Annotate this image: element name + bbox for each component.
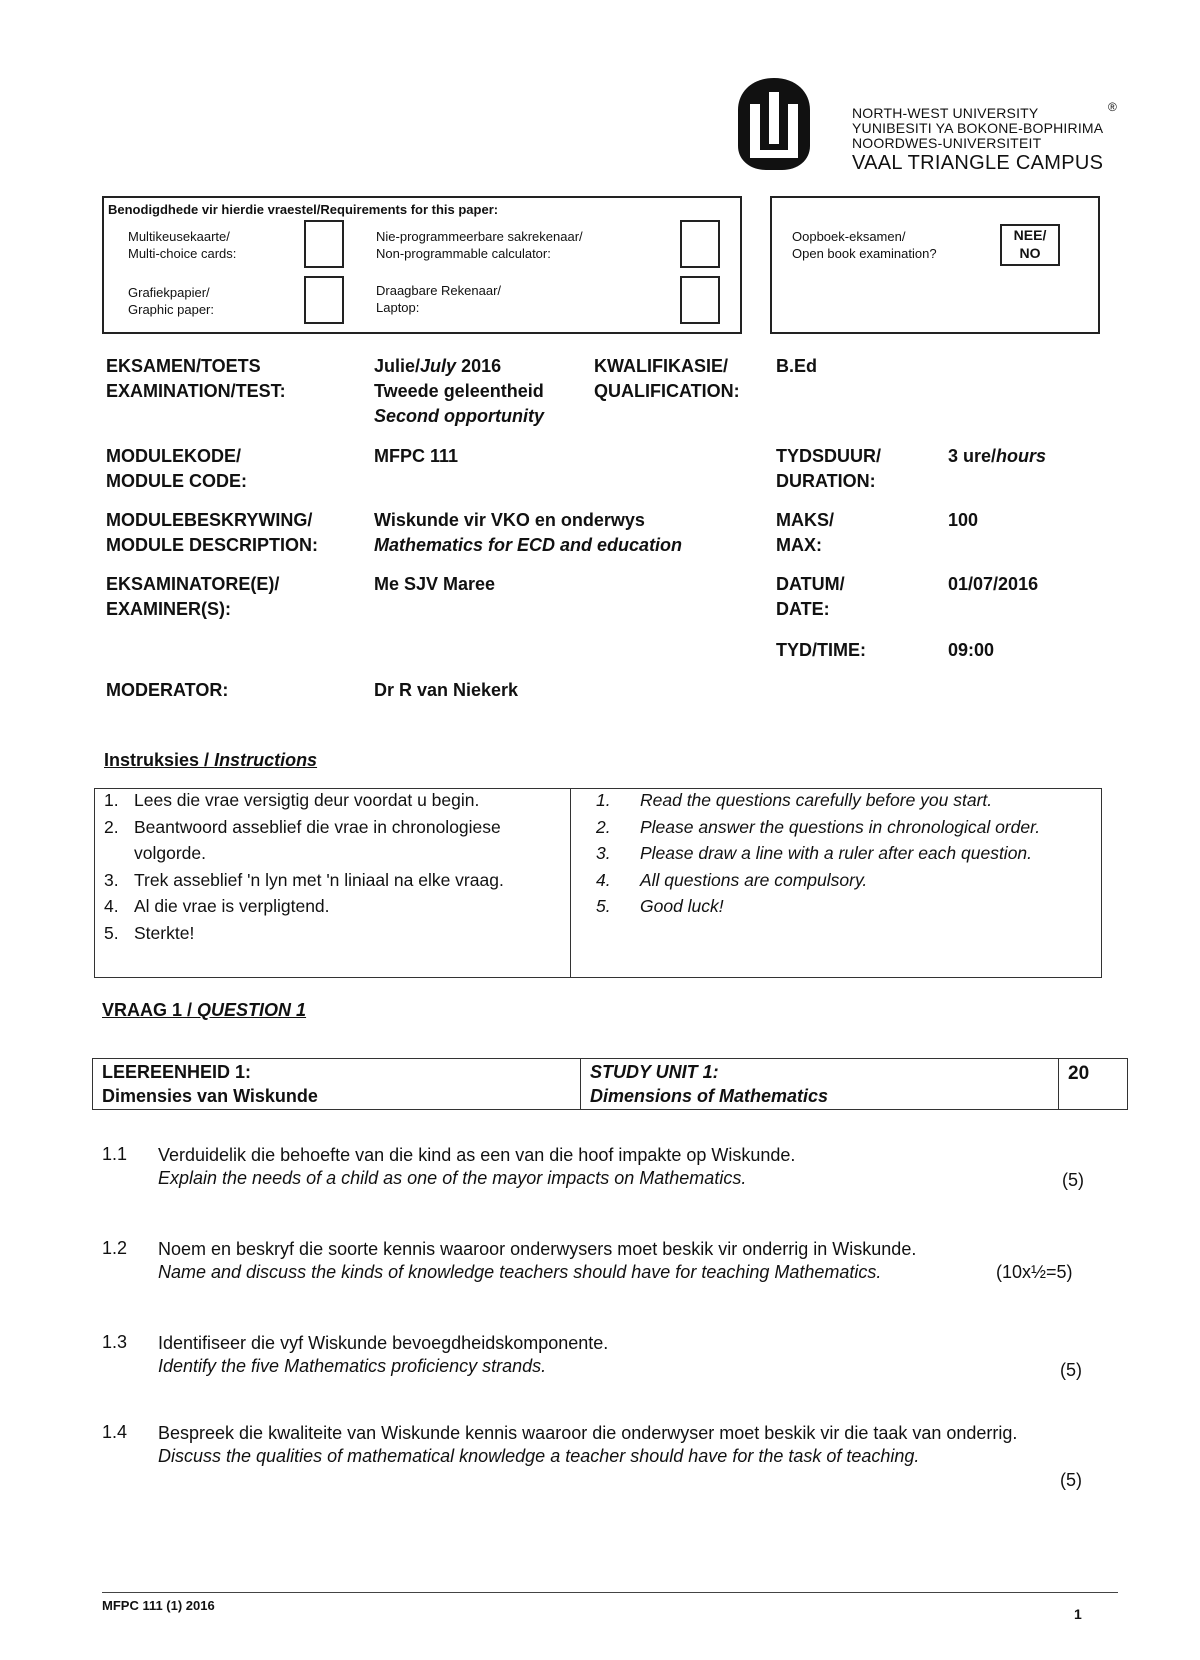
question-marks: (10x½=5) bbox=[996, 1262, 1073, 1282]
question-text: Noem en beskryf die soorte kennis waaroor onderwysers moet beskik vir onderrig in Wiskunde. Name and discuss the kinds of knowledge teachers should have for teaching Mathematics. bbox=[158, 1239, 917, 1282]
requirements-title: Benodigdhede vir hierdie vraestel/Requirements for this paper: bbox=[108, 202, 499, 217]
study-unit-af: LEEREENHEID 1: Dimensies van Wiskunde bbox=[102, 1062, 318, 1106]
instructions-divider bbox=[570, 788, 571, 978]
university-name-en: NORTH-WEST UNIVERSITY bbox=[852, 105, 1039, 121]
duration-value: 3 ure/hours bbox=[948, 446, 1047, 466]
question-marks: (5) bbox=[1060, 1360, 1082, 1380]
req-multichoice-label: Multikeusekaarte/ Multi-choice cards: bbox=[128, 229, 237, 261]
qualification-label: KWALIFIKASIE/ QUALIFICATION: bbox=[594, 356, 740, 401]
question-title: VRAAG 1 / QUESTION 1 bbox=[102, 1000, 307, 1020]
module-description-value: Wiskunde vir VKO en onderwys Mathematics for ECD and education bbox=[374, 510, 683, 555]
exam-label: EKSAMEN/TOETS EXAMINATION/TEST: bbox=[106, 356, 286, 401]
open-book-answer: NEE/ NO bbox=[1000, 224, 1060, 266]
instructions-title: Instruksies / Instructions bbox=[104, 750, 318, 770]
duration-label: TYDSDUUR/ DURATION: bbox=[776, 446, 882, 491]
moderator-value: Dr R van Niekerk bbox=[374, 680, 519, 700]
list-item: 4. All questions are compulsory. bbox=[596, 869, 868, 890]
req-graphpaper-checkbox[interactable] bbox=[304, 276, 344, 324]
req-laptop-label: Draagbare Rekenaar/ Laptop: bbox=[376, 283, 502, 315]
module-code-value: MFPC 111 bbox=[374, 446, 459, 466]
examiner-value: Me SJV Maree bbox=[374, 574, 496, 594]
university-name-tn: YUNIBESITI YA BOKONE-BOPHIRIMA bbox=[852, 120, 1104, 136]
list-item: 2. Please answer the questions in chronological order. bbox=[596, 816, 1041, 837]
date-label: DATUM/ DATE: bbox=[776, 574, 845, 619]
max-value: 100 bbox=[948, 510, 979, 530]
question-text: Identifiseer die vyf Wiskunde bevoegdheidskomponente. Identify the five Mathematics proficiency strands. bbox=[158, 1333, 609, 1376]
req-graphpaper-label: Grafiekpapier/ Graphic paper: bbox=[128, 285, 214, 317]
req-multichoice-checkbox[interactable] bbox=[304, 220, 344, 268]
question-number: 1.4 bbox=[102, 1422, 128, 1442]
module-description-label: MODULEBESKRYWING/ MODULE DESCRIPTION: bbox=[106, 510, 319, 555]
footer-module-code: MFPC 111 (1) 2016 bbox=[102, 1598, 215, 1613]
exam-value: Julie/July 2016 Tweede geleentheid Second opportunity bbox=[374, 356, 544, 426]
question-number: 1.2 bbox=[102, 1238, 128, 1258]
question-marks: (5) bbox=[1062, 1170, 1084, 1190]
list-item: 4. Al die vrae is verpligtend. bbox=[104, 896, 330, 916]
module-code-label: MODULEKODE/ MODULE CODE: bbox=[106, 446, 247, 491]
date-value: 01/07/2016 bbox=[948, 574, 1039, 594]
question-marks: (5) bbox=[1060, 1470, 1082, 1490]
list-item: 3. Trek asseblief 'n lyn met 'n liniaal na elke vraag. bbox=[104, 869, 504, 890]
list-item: 1. Read the questions carefully before you start. bbox=[596, 790, 993, 810]
university-name-af: NOORDWES-UNIVERSITEIT bbox=[852, 135, 1042, 151]
list-item: 1. Lees die vrae versigtig deur voordat u begin. bbox=[104, 790, 480, 810]
question-total-marks: 20 bbox=[1068, 1063, 1090, 1084]
university-name-block bbox=[852, 106, 1103, 175]
page-number: 1 bbox=[1074, 1606, 1082, 1622]
list-item: 5. Sterkte! bbox=[104, 922, 195, 943]
study-unit-divider bbox=[580, 1058, 581, 1110]
question-text: Verduidelik die behoefte van die kind as een van die hoof impakte op Wiskunde. Explain the needs of a child as one of the mayor impacts on Mathematics. bbox=[158, 1145, 796, 1188]
question-text: Bespreek die kwaliteite van Wiskunde kennis waaroor die onderwyser moet beskik vir die taak van onderrig. Discuss the qualities of mathematical knowledge a teacher should have for the task of teaching. bbox=[158, 1423, 1018, 1466]
time-value: 09:00 bbox=[948, 640, 995, 660]
req-calculator-checkbox[interactable] bbox=[680, 220, 720, 268]
req-calculator-label: Nie-programmeerbare sakrekenaar/ Non-programmable calculator: bbox=[376, 229, 583, 261]
campus-name: VAAL TRIANGLE CAMPUS bbox=[852, 152, 1104, 174]
time-label: TYD/TIME: bbox=[776, 640, 866, 660]
instructions-en-list bbox=[596, 787, 1082, 920]
question-number: 1.3 bbox=[102, 1332, 128, 1352]
question-number: 1.1 bbox=[102, 1144, 128, 1164]
examiner-label: EKSAMINATORE(E)/ EXAMINER(S): bbox=[106, 574, 280, 619]
instructions-af-list bbox=[104, 787, 540, 946]
req-laptop-checkbox[interactable] bbox=[680, 276, 720, 324]
study-unit-en: STUDY UNIT 1: Dimensions of Mathematics bbox=[590, 1062, 829, 1106]
requirements-box bbox=[102, 196, 742, 334]
footer-divider bbox=[102, 1592, 1118, 1593]
university-logo bbox=[728, 74, 820, 174]
open-book-box bbox=[770, 196, 1100, 334]
list-item: 2. Beantwoord asseblief die vrae in chronologiese volgorde. bbox=[104, 816, 501, 863]
qualification-value: B.Ed bbox=[776, 356, 818, 376]
study-unit-divider bbox=[1058, 1058, 1059, 1110]
open-book-label: Oopboek-eksamen/ Open book examination? bbox=[792, 229, 937, 261]
registered-mark: ® bbox=[1108, 100, 1117, 114]
moderator-label: MODERATOR: bbox=[106, 680, 229, 700]
list-item: 3. Please draw a line with a ruler after each question. bbox=[596, 843, 1033, 863]
max-label: MAKS/ MAX: bbox=[776, 510, 834, 555]
list-item: 5. Good luck! bbox=[596, 896, 724, 916]
